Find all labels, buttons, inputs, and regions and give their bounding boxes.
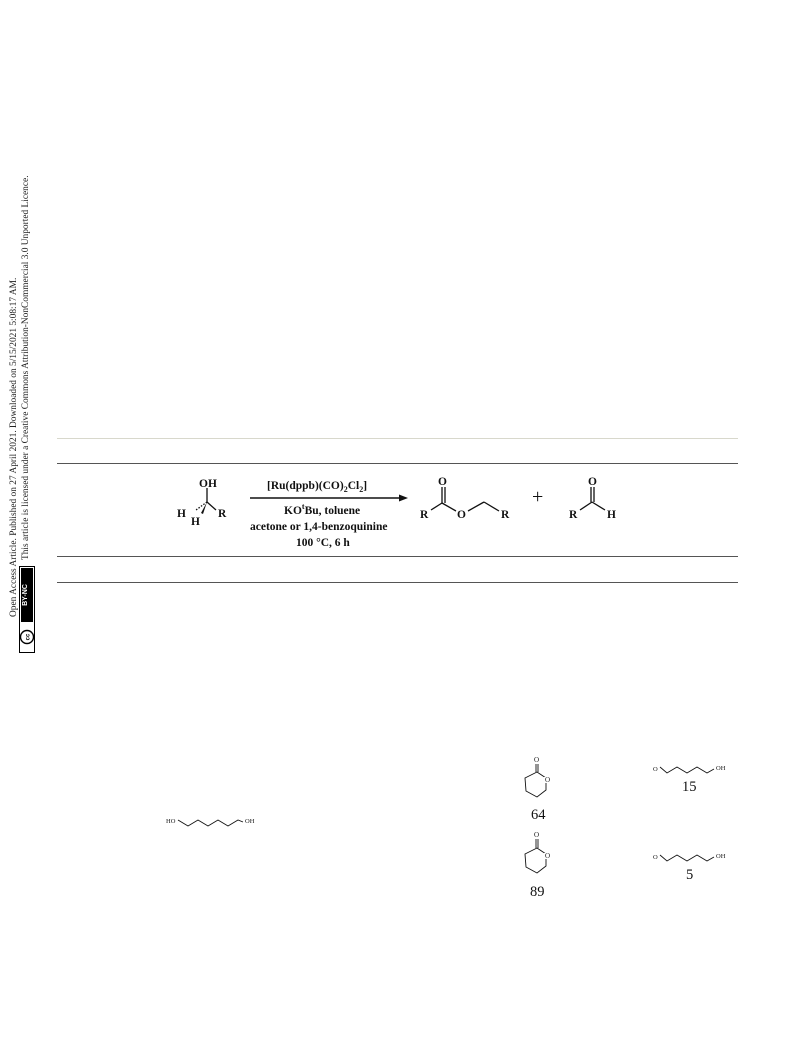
substrate-oh: OH <box>245 818 255 825</box>
hydroxyaldehyde-structure-2 <box>653 853 726 861</box>
catalyst-label: $[Ru(dppb)(CO)_2Cl_2]$ <box>267 480 368 494</box>
lactone2-ring-o: O <box>545 852 551 860</box>
substrate-pentanediol <box>166 818 255 826</box>
reaction-conditions <box>250 480 408 549</box>
aldehyde-h: H <box>607 509 616 521</box>
badge-cc: cc <box>25 633 32 641</box>
aldehyde2-oh: OH <box>716 853 726 860</box>
hydroxyaldehyde-yield-1: 15 <box>682 779 697 795</box>
reactant-h1-label: H <box>177 508 186 520</box>
hydroxyaldehyde-yield-2: 5 <box>686 867 694 883</box>
lactone-structure-1 <box>525 756 550 797</box>
plus-sign: + <box>532 486 544 508</box>
lactone-structure-2 <box>525 831 550 873</box>
reactant-alcohol <box>177 478 227 528</box>
ester-r1: R <box>420 509 429 521</box>
aldehyde1-o: O <box>653 766 658 773</box>
lactone-yield-2: 89 <box>530 884 545 900</box>
ester-o: O <box>457 509 466 521</box>
lactone1-carbonyl-o: O <box>534 756 540 764</box>
ester-product <box>420 476 510 521</box>
aldehyde-r: R <box>569 509 578 521</box>
reactant-h2-label: H <box>191 516 200 528</box>
aldehyde-o: O <box>588 476 597 488</box>
open-access-line: Open Access Article. Published on 27 April 2021. Downloaded on 5/15/2021 5:08:17 AM. <box>9 277 19 617</box>
lactone-yield-1: 64 <box>531 807 546 823</box>
conditions-label: 100 °C, 6 h <box>296 537 350 549</box>
acceptor-label: acetone or 1,4-benzoquinine <box>250 521 388 533</box>
aldehyde-product <box>569 476 616 521</box>
ester-r2: R <box>501 509 510 521</box>
badge-text: BY-NC <box>22 584 29 606</box>
aldehyde2-o: O <box>653 854 658 861</box>
base-label: $KO^tBu$, toluene <box>284 502 361 517</box>
reaction-arrow-icon <box>399 495 408 502</box>
ester-carbonyl-o: O <box>438 476 447 488</box>
hydroxyaldehyde-structure-1 <box>653 765 726 773</box>
aldehyde1-oh: OH <box>716 765 726 772</box>
reactant-r-label: R <box>218 508 227 520</box>
lactone2-carbonyl-o: O <box>534 831 540 839</box>
licence-line[interactable]: This article is licensed under a Creative Commons Attribution-NonCommercial 3.0 Unported Licence. <box>21 175 31 560</box>
lactone1-ring-o: O <box>545 776 551 784</box>
substrate-ho: HO <box>166 818 176 825</box>
reactant-oh-label: OH <box>199 478 217 490</box>
